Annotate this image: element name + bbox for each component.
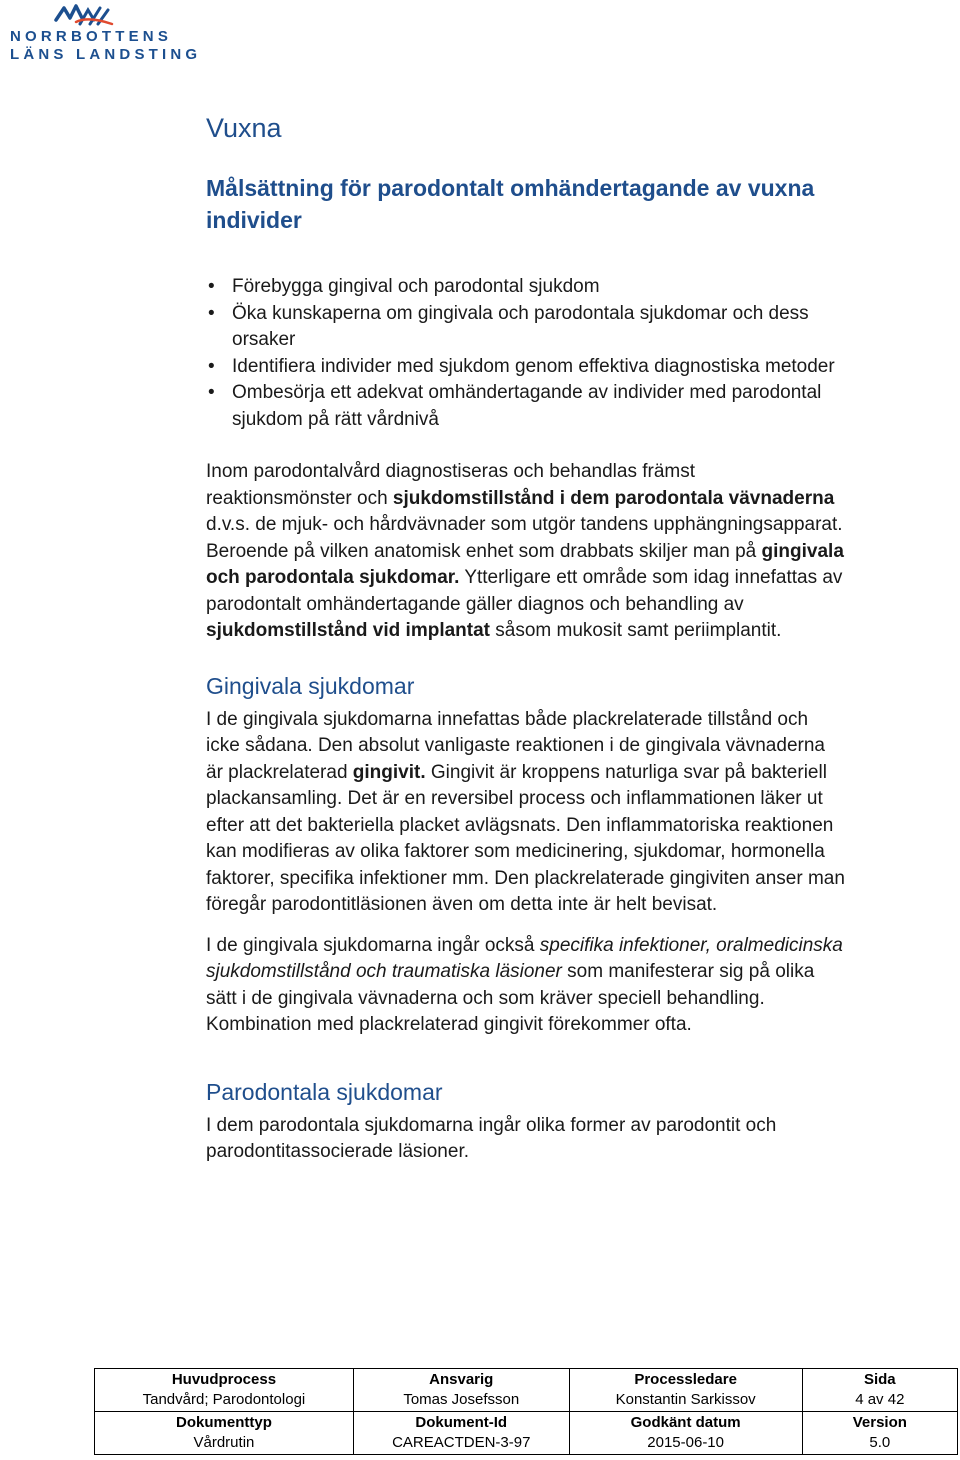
footer-value: CAREACTDEN-3-97 [392,1434,531,1451]
gingivala-italic-1: specifika infektioner, oralmedicinska sjukdomstillstånd och traumatiska läsioner [206,934,843,982]
parodontala-paragraph: I dem parodontala sjukdomarna ingår olika former av parodontit och parodontitassocierade läsioner. [206,1114,777,1162]
table-cell [95,1369,354,1412]
footer-label: Dokumenttyp [176,1414,272,1431]
table-cell [802,1412,957,1455]
table-cell [569,1369,802,1412]
table-cell [95,1412,354,1455]
table-cell [569,1412,802,1455]
footer-value: Tandvård; Parodontologi [142,1391,306,1408]
intro-bold-3: sjukdomstillstånd vid implantat [206,620,490,641]
footer-label: Processledare [634,1371,737,1388]
footer-label: Version [852,1414,907,1431]
goals-list [206,274,846,433]
intro-paragraph [206,459,846,645]
gingivala-text-3: I de gingivala sjukdomarna ingår också [206,934,540,956]
document-footer-table [94,1368,958,1455]
list-item: • Ombesörja ett adekvat omhändertagande av individer med parodontal sjukdom på rätt vårdnivå [232,380,846,433]
table-row [95,1369,958,1412]
footer-label: Godkänt datum [630,1414,741,1431]
table-cell [353,1369,569,1412]
list-item: • Öka kunskaperna om gingivala och parodontala sjukdomar och dess orsaker [232,301,846,354]
footer-value: Tomas Josefsson [403,1391,520,1408]
intro-text-3: Ytterligare ett område som idag innefattas av parodontalt omhändertagande gäller diagnos och behandling av [206,567,843,615]
footer-value: Vårdrutin [193,1434,255,1451]
table-cell [353,1412,569,1455]
footer-value: 2015-06-10 [647,1434,724,1451]
table-cell [802,1369,957,1412]
document-body [206,108,846,1166]
gingivala-paragraph-1 [206,707,846,919]
list-item: • Identifiera individer med sjukdom genom effektiva diagnostiska metoder [232,354,846,381]
parodontala-heading: Parodontala sjukdomar [206,1078,443,1105]
footer-value: 4 av 42 [855,1391,905,1408]
gingivala-text-2: Gingivit är kroppens naturliga svar på bakteriell plackansamling. Det är en reversibel process och inflammationen läker ut efter att det bakteriella placket avlägsnats. Den inflammatoriska reaktionen kan modifieras av olika faktorer som medicinering, sjukdomar, hormonella faktorer, specifika infektioner mm. Den plackrelaterade gingiviten anser man föregår parodontitläsionen även om detta inte är helt bevisat. [206,761,845,915]
goals-heading: Målsättning för parodontalt omhändertagande av vuxna individer [206,175,815,233]
footer-value: 5.0 [869,1434,891,1451]
page-title: Vuxna [206,113,282,143]
table-row [95,1412,958,1455]
footer-label: Huvudprocess [171,1371,277,1388]
intro-text-1: Inom parodontalvård diagnostiseras och behandlas främst reaktionsmönster och [206,461,696,509]
logo-wave-icon [54,2,116,28]
gingivala-heading: Gingivala sjukdomar [206,672,415,699]
norrbottens-logo [8,2,202,64]
intro-text-4: såsom mukosit samt periimplantit. [490,620,782,641]
footer-label: Sida [863,1371,896,1388]
intro-bold-1: sjukdomstillstånd i dem parodontala vävnaderna [392,487,835,509]
footer-label: Dokument-Id [415,1414,508,1431]
logo-text-line1: NORRBOTTENS [10,28,173,45]
footer-label: Ansvarig [429,1371,494,1388]
intro-text-2: d.v.s. de mjuk- och hårdvävnader som utgör tandens upphängningsapparat. Beroende på vilken anatomisk enhet som drabbats skiljer man på [206,514,843,562]
intro-bold-2: gingivala och parodontala sjukdomar. [206,540,844,588]
logo-text-line2: LÄNS LANDSTING [10,46,202,63]
list-item: • Förebygga gingival och parodontal sjukdom [232,274,846,301]
gingivala-text-4: som manifesterar sig på olika sätt i de gingivala vävnaderna och som kräver speciell behandling. Kombination med plackrelaterad gingivit förekommer ofta. [206,961,815,1035]
gingivala-text-1: I de gingivala sjukdomarna innefattas både plackrelaterade tillstånd och icke sådana. Den absolut vanligaste reaktionen i de gingivala vävnaderna är plackrelaterad [206,708,825,783]
footer-value: Konstantin Sarkissov [615,1391,756,1408]
gingivala-paragraph-2 [206,933,846,1039]
gingivala-bold-1: gingivit. [352,761,426,783]
